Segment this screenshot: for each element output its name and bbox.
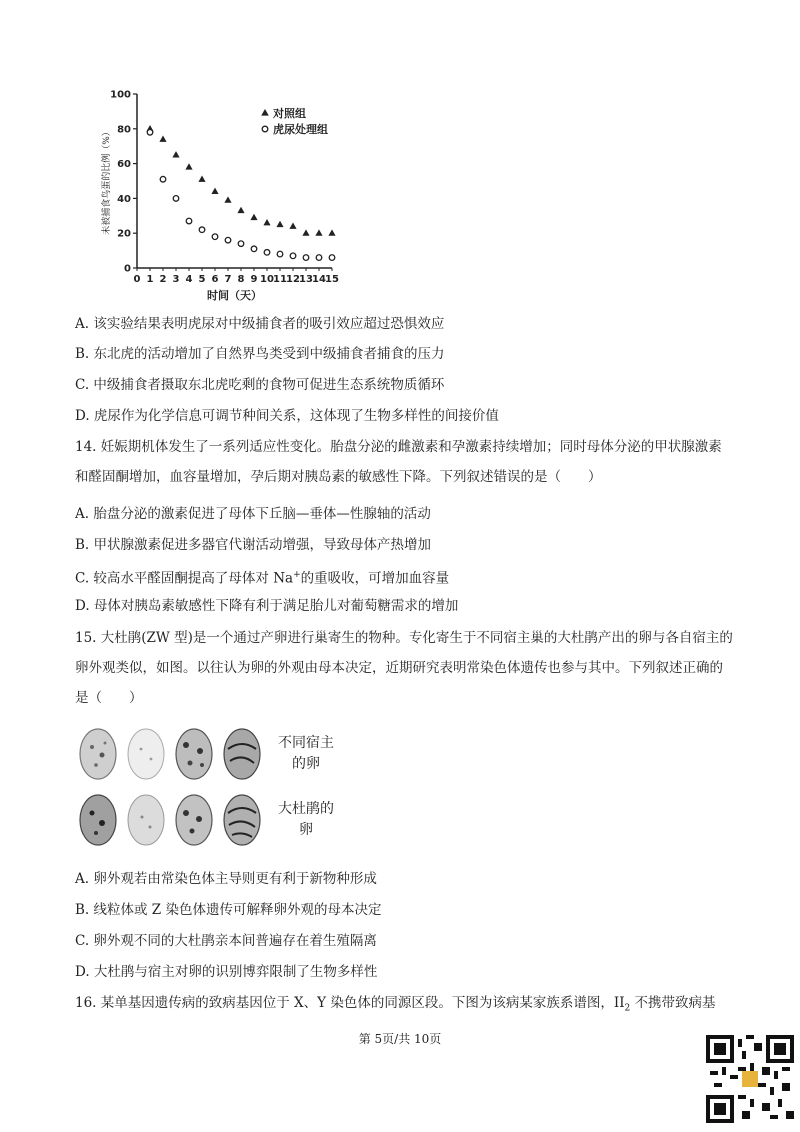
legend-circle-icon — [262, 126, 268, 132]
treatment-point — [147, 129, 153, 135]
cuckoo-egg-3 — [174, 791, 214, 847]
host-egg-row — [76, 725, 346, 787]
treatment-point — [329, 255, 335, 261]
treatment-point — [173, 196, 179, 202]
control-point — [237, 207, 244, 213]
q13-option-d: D. 虎尿作为化学信息可调节种间关系，这体现了生物多样性的间接价值 — [75, 408, 499, 424]
cuckoo-egg-row — [76, 791, 346, 853]
x-tick-label: 1 — [146, 274, 154, 285]
x-tick-label: 5 — [198, 274, 206, 285]
legend-label: 对照组 — [273, 107, 306, 120]
y-tick-label: 60 — [117, 159, 131, 171]
q16-sub: 2 — [624, 1003, 631, 1014]
treatment-point — [316, 255, 322, 261]
control-point — [315, 229, 322, 235]
x-tick-label: 6 — [211, 274, 219, 285]
host-egg-3 — [174, 725, 214, 781]
x-tick-label: 14 — [312, 274, 326, 285]
host-egg-label: 不同宿主的卵 — [278, 735, 334, 772]
legend-triangle-icon — [261, 109, 269, 116]
treatment-point — [186, 218, 192, 224]
x-tick-label: 8 — [237, 274, 245, 285]
q16-stem-pre: 16. 某单基因遗传病的致病基因位于 X、Y 染色体的同源区段。下图为该病某家族系谱图，II — [75, 995, 625, 1011]
x-axis-label: 时间（天） — [207, 289, 262, 302]
treatment-point — [277, 251, 283, 257]
host-egg-4 — [222, 725, 262, 781]
x-tick-label: 10 — [260, 274, 274, 285]
treatment-point — [212, 234, 218, 240]
q14-stem: 14. 妊娠期机体发生了一系列适应性变化。胎盘分泌的雌激素和孕激素持续增加；同时母体分泌的甲状腺激素和醛固酮增加，血容量增加，孕后期对胰岛素的敏感性下降。下列叙述错误的是（ ） — [75, 439, 722, 485]
egg-figure — [76, 725, 346, 853]
x-tick-label: 3 — [172, 274, 180, 285]
y-tick-label: 80 — [117, 124, 131, 136]
q13-option-b: B. 东北虎的活动增加了自然界鸟类受到中级捕食者捕食的压力 — [75, 346, 445, 362]
q13-option-c: C. 中级捕食者摄取东北虎吃剩的食物可促进生态系统物质循环 — [75, 377, 445, 393]
treatment-point — [199, 227, 205, 233]
treatment-point — [303, 255, 309, 261]
x-tick-label: 7 — [224, 274, 232, 285]
control-point — [276, 221, 283, 227]
q16-stem — [75, 994, 716, 1018]
q16-stem-post: 不携带致病基 — [630, 995, 716, 1011]
x-tick-label: 9 — [250, 274, 258, 285]
control-point — [302, 229, 309, 235]
x-tick-label: 11 — [273, 274, 287, 285]
control-point — [159, 135, 166, 141]
cuckoo-egg-label: 大杜鹃的卵 — [278, 801, 334, 838]
q14-option-c-pre: C. 较高水平醛固酮提高了母体对 Na — [75, 570, 294, 587]
control-point — [211, 188, 218, 194]
q14-option-d: D. 母体对胰岛素敏感性下降有利于满足胎儿对葡萄糖需求的增加 — [75, 598, 459, 614]
x-tick-label: 0 — [133, 274, 141, 285]
control-point — [263, 219, 270, 225]
q15-option-c: C. 卵外观不同的大杜鹃亲本间普遍存在着生殖隔离 — [75, 933, 377, 949]
cuckoo-egg-1 — [78, 791, 118, 847]
q14-option-b: B. 甲状腺激素促进多器官代谢活动增强，导致母体产热增加 — [75, 537, 432, 553]
y-tick-label: 20 — [117, 228, 131, 240]
treatment-point — [251, 246, 257, 252]
control-point — [289, 222, 296, 228]
treatment-point — [238, 241, 244, 247]
q15-option-b: B. 线粒体或 Z 染色体遗传可解释卵外观的母本决定 — [75, 902, 382, 918]
q15-option-d: D. 大杜鹃与宿主对卵的识别博弈限制了生物多样性 — [75, 964, 378, 980]
control-point — [250, 214, 257, 220]
treatment-point — [225, 237, 231, 243]
q13-option-a: A. 该实验结果表明虎尿对中级捕食者的吸引效应超过恐惧效应 — [75, 316, 445, 332]
page-footer: 第 5页/共 10页 — [358, 1032, 442, 1046]
treatment-point — [264, 250, 270, 256]
control-point — [172, 151, 179, 157]
y-tick-label: 100 — [110, 89, 131, 101]
qr-code-icon — [706, 1035, 794, 1123]
x-tick-label: 4 — [185, 274, 193, 285]
q14-option-a: A. 胎盘分泌的激素促进了母体下丘脑—垂体—性腺轴的活动 — [75, 506, 431, 522]
y-tick-label: 0 — [124, 263, 131, 275]
q14-option-c-post: 的重吸收，可增加血容量 — [300, 570, 450, 587]
sodium-charge: + — [293, 570, 301, 580]
legend-label: 虎尿处理组 — [273, 123, 328, 136]
control-point — [185, 163, 192, 169]
host-egg-2 — [126, 725, 166, 781]
q15-stem: 15. 大杜鹃(ZW 型)是一个通过产卵进行巢寄生的物种。专化寄生于不同宿主巢的大杜鹃产出的卵与各自宿主的卵外观类似，如图。以往认为卵的外观由母本决定，近期研究表明常染色体遗传也参与其中。下列叙述正确的是（ ） — [75, 630, 733, 706]
cuckoo-egg-4 — [222, 791, 262, 847]
x-tick-label: 2 — [159, 274, 167, 285]
y-axis-label: 未被捕食鸟蛋的比例（%） — [102, 127, 112, 235]
x-tick-label: 13 — [299, 274, 313, 285]
y-tick-label: 40 — [117, 193, 131, 205]
x-tick-label: 12 — [286, 274, 300, 285]
treatment-point — [160, 176, 166, 182]
treatment-point — [290, 253, 296, 259]
control-point — [198, 175, 205, 181]
control-point — [328, 229, 335, 235]
cuckoo-egg-2 — [126, 791, 166, 847]
control-point — [224, 196, 231, 202]
x-tick-label: 15 — [325, 274, 339, 285]
q15-option-a: A. 卵外观若由常染色体主导则更有利于新物种形成 — [75, 871, 377, 887]
bird-egg-chart — [95, 85, 345, 305]
q14-option-c — [75, 566, 449, 588]
host-egg-1 — [78, 725, 118, 781]
